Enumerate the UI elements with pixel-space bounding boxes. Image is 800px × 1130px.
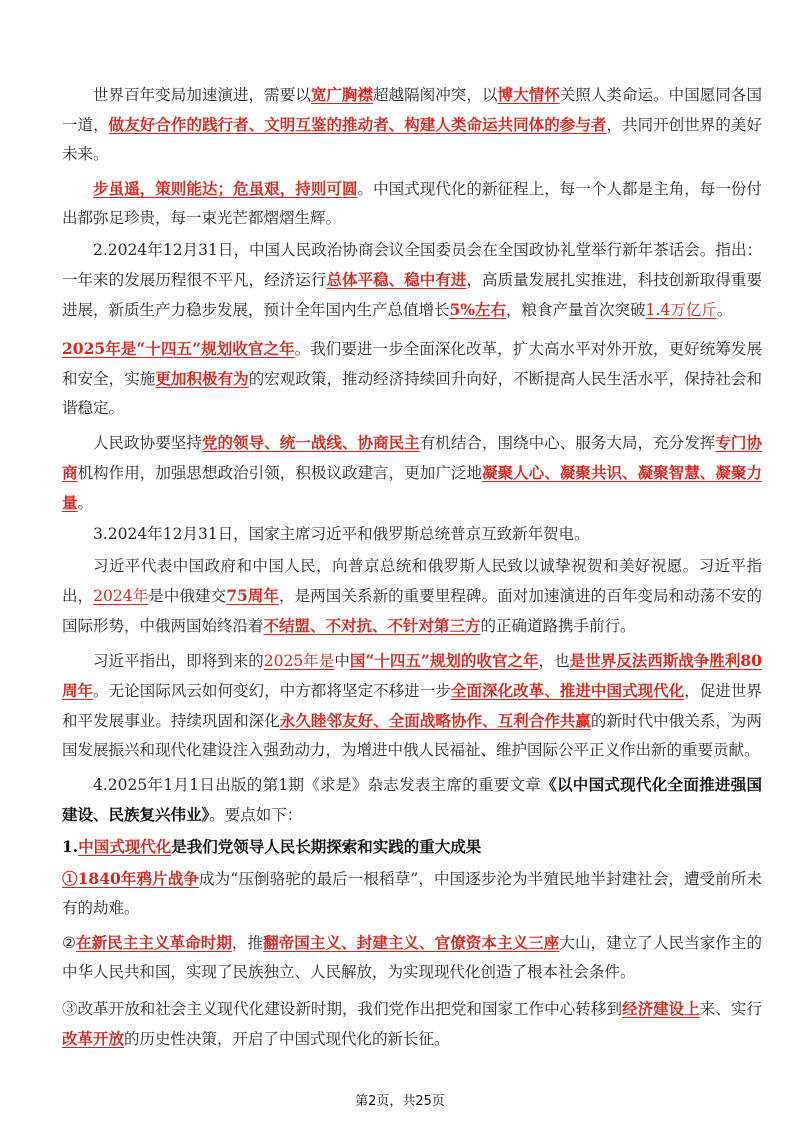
text: 的历史性决策，开启了中国式现代化的新长征。 bbox=[124, 1030, 450, 1048]
paragraph-7 bbox=[62, 552, 762, 641]
highlight: 1.4万亿斤 bbox=[645, 301, 717, 319]
highlight: 是世界反法西斯战争胜利80周年 bbox=[62, 651, 762, 700]
highlight: 在新民主主义革命时期 bbox=[76, 933, 232, 952]
paragraph-9 bbox=[62, 770, 762, 830]
text: 超越隔阂冲突，以 bbox=[373, 86, 498, 104]
highlight: 凝聚人心、凝聚共识、凝聚智慧、凝聚力量 bbox=[62, 463, 762, 512]
text: 习近平指出，即将到来的 bbox=[93, 652, 264, 670]
highlight: ①1840年鸦片战争 bbox=[62, 869, 200, 888]
text: 是中俄建交 bbox=[148, 587, 227, 605]
highlight: 改革开放 bbox=[62, 1029, 125, 1048]
text: 的正确道路携手前行。 bbox=[480, 617, 636, 635]
highlight: 总体平稳、稳中有进 bbox=[326, 270, 467, 289]
text: 的宏观政策，推动经济持续回升向好，不断提高人民生活水平，保持社会和谐稳定。 bbox=[62, 370, 762, 417]
highlight: 永久睦邻友好、全面战略协作、互利合作共赢 bbox=[279, 711, 591, 730]
paragraph-11 bbox=[62, 864, 762, 923]
paragraph-3 bbox=[62, 236, 762, 325]
highlight: 翻帝国主义、封建主义、官僚资本主义三座 bbox=[263, 933, 560, 952]
highlight: 2025年是 bbox=[263, 652, 335, 670]
text: 人民政协要坚持 bbox=[93, 434, 202, 452]
paragraph-1 bbox=[62, 80, 762, 169]
paragraph-5 bbox=[62, 428, 762, 518]
section-heading bbox=[62, 832, 762, 861]
paragraph-2 bbox=[62, 174, 762, 233]
highlight: 经济建设上 bbox=[622, 999, 700, 1018]
highlight: 2025年是“十四五”规划收官之年 bbox=[62, 339, 295, 358]
highlight: 75周年 bbox=[226, 586, 280, 605]
text: 2.2024年12月31日，中国人民政治协商会议全国委员会在全国政协礼堂举行新年茶话会。指出：一年来的发展历程很不平凡，经济运行 bbox=[62, 241, 762, 289]
text: ③改革开放和社会主义现代化建设新时期，我们党作出把党和国家工作中心转移到 bbox=[62, 1000, 623, 1018]
text: 4.2025年1月1日出版的第1期《求是》杂志发表主席的重要文章 bbox=[93, 776, 542, 794]
text: 3.2024年12月31日，国家主席习近平和俄罗斯总统普京互致新年贺电。 bbox=[93, 525, 590, 543]
highlight: 5%左右 bbox=[449, 300, 507, 319]
text: ，粮食产量首次突破 bbox=[506, 301, 646, 319]
text: 世界百年变局加速演进，需要以 bbox=[93, 86, 311, 104]
highlight: 博大情怀 bbox=[497, 85, 560, 104]
highlight: 专门协商 bbox=[62, 433, 762, 482]
highlight: 国“十四五”规划的收官之年 bbox=[349, 651, 539, 670]
text: 成为“压倒骆驼的最后一根稻草”，中国逐步沦为半殖民地半封建社会，遭受前所未有的劫难。 bbox=[62, 870, 763, 917]
text: 。中国式现代化的新征程上，每一个人都是主角，每一份付出都弥足珍贵，每一束光芒都熠熠生辉。 bbox=[62, 180, 762, 227]
text: ，推 bbox=[231, 934, 264, 952]
text: ，共同开创世界的美好未来。 bbox=[62, 116, 762, 163]
highlight: 宽广胸襟 bbox=[310, 85, 374, 104]
highlight: 更加积极有为 bbox=[155, 369, 249, 388]
heading-number: 1. bbox=[62, 837, 79, 856]
highlight: 不结盟、不对抗、不针对第三方 bbox=[263, 616, 481, 635]
text: ，促进世界和平发展事业。持续巩固和深化 bbox=[62, 682, 762, 730]
text: 。要点如下： bbox=[209, 806, 303, 824]
highlight: 步虽遥，策则能达；危虽艰，持则可圆 bbox=[93, 179, 358, 198]
text: 的新时代中俄关系，为两国发展振兴和现代化建设注入强劲动力，为增进中俄人民福祉、维护国际公平正义作出新的重要贡献。 bbox=[62, 712, 762, 759]
text: 大山，建立了人民当家作主的中华人民共和国，实现了民族独立、人民解放，为实现现代化创造了根本社会条件。 bbox=[62, 934, 762, 981]
paragraph-13 bbox=[62, 994, 762, 1054]
paragraph-4 bbox=[62, 334, 762, 423]
highlight: 2024年 bbox=[93, 587, 149, 605]
article-title: 《以中国式现代化全面推进强国建设、民族复兴伟业》 bbox=[62, 775, 762, 824]
paragraph-8 bbox=[62, 646, 762, 765]
text: 。 bbox=[77, 494, 94, 512]
paragraph-6 bbox=[62, 520, 762, 549]
text: 有机结合，围绕中心、服务大局，充分发挥 bbox=[419, 434, 716, 452]
paragraph-12 bbox=[62, 928, 762, 987]
text: 。 bbox=[716, 301, 733, 319]
text: 。我们要进一步全面深化改革，扩大高水平对外开放，更好统筹发展和安全，实施 bbox=[62, 340, 762, 388]
text: 。无论国际风云如何变幻，中方都将坚定不移进一步 bbox=[93, 682, 451, 700]
highlight: 党的领导、统一战线、协商民主 bbox=[201, 433, 420, 452]
page-number: 第2页，共25页 bbox=[355, 1094, 445, 1109]
highlight: 中国式现代化 bbox=[78, 837, 172, 856]
text: 中 bbox=[334, 652, 350, 670]
text: ② bbox=[62, 934, 76, 952]
text: 机构作用，加强思想政治引领，积极议政建言，更加广泛地 bbox=[77, 464, 483, 482]
text: 习近平代表中国政府和中国人民，向普京总统和俄罗斯人民致以诚挚祝贺和美好祝愿。习近平指出， bbox=[62, 557, 762, 605]
highlight: 做友好合作的践行者、文明互鉴的推动者、构建人类命运共同体的参与者 bbox=[108, 115, 607, 134]
text: 来、实行 bbox=[699, 1000, 762, 1018]
heading-text: 是我们党领导人民长期探索和实践的重大成果 bbox=[171, 837, 482, 856]
text: ，是两国关系新的重要里程碑。面对加速演进的百年变局和动荡不安的国际形势，中俄两国始终沿着 bbox=[62, 587, 762, 635]
text: ，也 bbox=[538, 652, 570, 670]
highlight: 全面深化改革、推进中国式现代化 bbox=[450, 681, 685, 700]
text: 关照人类命运。中国愿同各国一道， bbox=[62, 86, 762, 134]
text: ，高质量发展扎实推进，科技创新取得重要进展，新质生产力稳步发展，预计全年国内生产总值增长 bbox=[62, 271, 762, 319]
